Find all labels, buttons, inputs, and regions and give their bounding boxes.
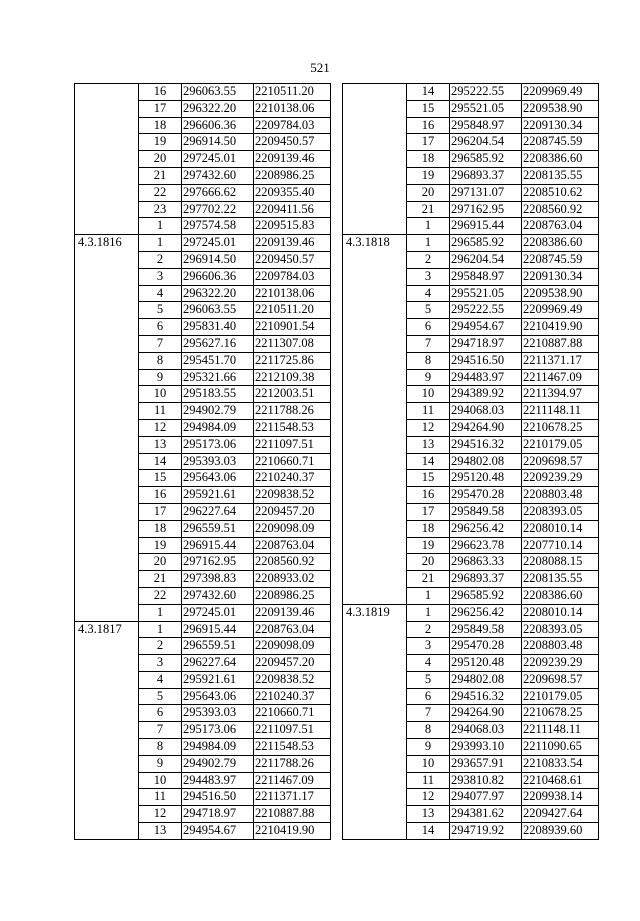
point-number-cell: 12	[407, 789, 450, 806]
point-number-cell: 8	[407, 722, 450, 739]
y-coordinate-cell: 2211467.09	[522, 369, 599, 386]
x-coordinate-cell: 295183.55	[182, 386, 254, 403]
point-number-cell: 7	[139, 335, 182, 352]
point-number-cell: 8	[407, 352, 450, 369]
x-coordinate-cell: 297432.60	[182, 587, 254, 604]
x-coordinate-cell: 295521.05	[450, 100, 522, 117]
y-coordinate-cell: 2208010.14	[522, 604, 599, 621]
y-coordinate-cell: 2209450.57	[254, 134, 331, 151]
x-coordinate-cell: 296623.78	[450, 537, 522, 554]
point-number-cell: 3	[407, 268, 450, 285]
y-coordinate-cell: 2208560.92	[254, 554, 331, 571]
point-number-cell: 16	[407, 487, 450, 504]
x-coordinate-cell: 296559.51	[182, 638, 254, 655]
x-coordinate-cell: 295643.06	[182, 688, 254, 705]
y-coordinate-cell: 2209538.90	[522, 100, 599, 117]
point-number-cell: 20	[139, 554, 182, 571]
y-coordinate-cell: 2208763.04	[254, 621, 331, 638]
x-coordinate-cell: 296063.55	[182, 302, 254, 319]
point-number-cell: 19	[139, 134, 182, 151]
point-number-cell: 11	[139, 403, 182, 420]
x-coordinate-cell: 294483.97	[450, 369, 522, 386]
y-coordinate-cell: 2210419.90	[254, 823, 331, 840]
y-coordinate-cell: 2211788.26	[254, 755, 331, 772]
x-coordinate-cell: 296585.92	[450, 587, 522, 604]
point-number-cell: 12	[139, 806, 182, 823]
x-coordinate-cell: 297162.95	[450, 201, 522, 218]
y-coordinate-cell: 2208986.25	[254, 587, 331, 604]
x-coordinate-cell: 297398.83	[182, 571, 254, 588]
point-number-cell: 16	[407, 117, 450, 134]
x-coordinate-cell: 296915.44	[450, 218, 522, 235]
point-number-cell: 1	[139, 604, 182, 621]
y-coordinate-cell: 2211148.11	[522, 403, 599, 420]
y-coordinate-cell: 2209698.57	[522, 453, 599, 470]
parcel-id-cell	[75, 84, 139, 235]
point-number-cell: 15	[407, 470, 450, 487]
y-coordinate-cell: 2208803.48	[522, 487, 599, 504]
point-number-cell: 13	[407, 436, 450, 453]
y-coordinate-cell: 2208939.60	[522, 823, 599, 840]
point-number-cell: 3	[139, 268, 182, 285]
point-number-cell: 9	[139, 369, 182, 386]
y-coordinate-cell: 2209411.56	[254, 201, 331, 218]
point-number-cell: 11	[407, 403, 450, 420]
y-coordinate-cell: 2212003.51	[254, 386, 331, 403]
point-number-cell: 9	[139, 755, 182, 772]
y-coordinate-cell: 2210468.61	[522, 772, 599, 789]
point-number-cell: 9	[407, 369, 450, 386]
y-coordinate-cell: 2210887.88	[522, 335, 599, 352]
x-coordinate-cell: 295521.05	[450, 285, 522, 302]
point-number-cell: 3	[139, 655, 182, 672]
y-coordinate-cell: 2209239.29	[522, 655, 599, 672]
point-number-cell: 4	[139, 671, 182, 688]
point-number-cell: 14	[407, 453, 450, 470]
x-coordinate-cell: 296227.64	[182, 503, 254, 520]
point-number-cell: 19	[139, 537, 182, 554]
y-coordinate-cell: 2209098.09	[254, 638, 331, 655]
x-coordinate-cell: 297162.95	[182, 554, 254, 571]
y-coordinate-cell: 2210240.37	[254, 470, 331, 487]
x-coordinate-cell: 296606.36	[182, 117, 254, 134]
x-coordinate-cell: 297131.07	[450, 184, 522, 201]
point-number-cell: 1	[139, 621, 182, 638]
y-coordinate-cell: 2208010.14	[522, 520, 599, 537]
point-number-cell: 3	[407, 638, 450, 655]
point-number-cell: 2	[407, 621, 450, 638]
y-coordinate-cell: 2210887.88	[254, 806, 331, 823]
point-number-cell: 1	[407, 604, 450, 621]
x-coordinate-cell: 297245.01	[182, 604, 254, 621]
point-number-cell: 20	[139, 151, 182, 168]
point-number-cell: 20	[407, 554, 450, 571]
y-coordinate-cell: 2211090.65	[522, 739, 599, 756]
table-row	[75, 235, 331, 252]
y-coordinate-cell: 2208135.55	[522, 571, 599, 588]
x-coordinate-cell: 296915.44	[182, 621, 254, 638]
y-coordinate-cell: 2209130.34	[522, 117, 599, 134]
point-number-cell: 4	[407, 655, 450, 672]
x-coordinate-cell: 295393.03	[182, 453, 254, 470]
x-coordinate-cell: 294264.90	[450, 419, 522, 436]
parcel-id-cell	[343, 84, 407, 235]
y-coordinate-cell: 2209130.34	[522, 268, 599, 285]
point-number-cell: 6	[139, 705, 182, 722]
y-coordinate-cell: 2209838.52	[254, 487, 331, 504]
x-coordinate-cell: 294718.97	[450, 335, 522, 352]
y-coordinate-cell: 2209457.20	[254, 655, 331, 672]
x-coordinate-cell: 296914.50	[182, 134, 254, 151]
point-number-cell: 1	[139, 235, 182, 252]
x-coordinate-cell: 295849.58	[450, 503, 522, 520]
y-coordinate-cell: 2209538.90	[522, 285, 599, 302]
y-coordinate-cell: 2208803.48	[522, 638, 599, 655]
x-coordinate-cell: 293810.82	[450, 772, 522, 789]
point-number-cell: 2	[139, 251, 182, 268]
table-row	[343, 604, 599, 621]
x-coordinate-cell: 294718.97	[182, 806, 254, 823]
point-number-cell: 4	[407, 285, 450, 302]
x-coordinate-cell: 296227.64	[182, 655, 254, 672]
point-number-cell: 23	[139, 201, 182, 218]
y-coordinate-cell: 2208135.55	[522, 167, 599, 184]
table-row	[75, 84, 331, 101]
y-coordinate-cell: 2208560.92	[522, 201, 599, 218]
point-number-cell: 11	[139, 789, 182, 806]
y-coordinate-cell: 2211788.26	[254, 403, 331, 420]
y-coordinate-cell: 2209969.49	[522, 302, 599, 319]
parcel-id-cell: 4.3.1819	[343, 604, 407, 839]
x-coordinate-cell: 296204.54	[450, 251, 522, 268]
point-number-cell: 1	[139, 218, 182, 235]
point-number-cell: 4	[139, 285, 182, 302]
point-number-cell: 18	[139, 520, 182, 537]
x-coordinate-cell: 296256.42	[450, 604, 522, 621]
point-number-cell: 17	[139, 100, 182, 117]
parcel-id-cell: 4.3.1817	[75, 621, 139, 839]
x-coordinate-cell: 294516.32	[450, 436, 522, 453]
x-coordinate-cell: 296914.50	[182, 251, 254, 268]
x-coordinate-cell: 295173.06	[182, 722, 254, 739]
x-coordinate-cell: 295627.16	[182, 335, 254, 352]
point-number-cell: 15	[139, 470, 182, 487]
y-coordinate-cell: 2209698.57	[522, 671, 599, 688]
x-coordinate-cell: 293657.91	[450, 755, 522, 772]
x-coordinate-cell: 297432.60	[182, 167, 254, 184]
y-coordinate-cell: 2211371.17	[522, 352, 599, 369]
x-coordinate-cell: 296585.92	[450, 235, 522, 252]
table-row	[343, 235, 599, 252]
x-coordinate-cell: 296256.42	[450, 520, 522, 537]
y-coordinate-cell: 2208386.60	[522, 587, 599, 604]
y-coordinate-cell: 2208745.59	[522, 251, 599, 268]
point-number-cell: 10	[139, 772, 182, 789]
point-number-cell: 7	[407, 335, 450, 352]
x-coordinate-cell: 296322.20	[182, 100, 254, 117]
point-number-cell: 20	[407, 184, 450, 201]
point-number-cell: 14	[139, 453, 182, 470]
point-number-cell: 18	[407, 151, 450, 168]
point-number-cell: 19	[407, 167, 450, 184]
x-coordinate-cell: 295470.28	[450, 487, 522, 504]
x-coordinate-cell: 297245.01	[182, 151, 254, 168]
x-coordinate-cell: 296606.36	[182, 268, 254, 285]
x-coordinate-cell: 297666.62	[182, 184, 254, 201]
x-coordinate-cell: 293993.10	[450, 739, 522, 756]
page-number: 521	[310, 60, 330, 75]
x-coordinate-cell: 295470.28	[450, 638, 522, 655]
x-coordinate-cell: 294954.67	[450, 319, 522, 336]
point-number-cell: 1	[407, 235, 450, 252]
y-coordinate-cell: 2209784.03	[254, 117, 331, 134]
x-coordinate-cell: 296863.33	[450, 554, 522, 571]
y-coordinate-cell: 2210678.25	[522, 419, 599, 436]
x-coordinate-cell: 294516.50	[450, 352, 522, 369]
x-coordinate-cell: 295222.55	[450, 302, 522, 319]
y-coordinate-cell: 2209427.64	[522, 806, 599, 823]
point-number-cell: 8	[139, 739, 182, 756]
point-number-cell: 6	[407, 319, 450, 336]
y-coordinate-cell: 2209139.46	[254, 235, 331, 252]
y-coordinate-cell: 2208745.59	[522, 134, 599, 151]
y-coordinate-cell: 2210240.37	[254, 688, 331, 705]
x-coordinate-cell: 295848.97	[450, 268, 522, 285]
x-coordinate-cell: 296893.37	[450, 167, 522, 184]
y-coordinate-cell: 2209515.83	[254, 218, 331, 235]
x-coordinate-cell: 295173.06	[182, 436, 254, 453]
y-coordinate-cell: 2210511.20	[254, 302, 331, 319]
y-coordinate-cell: 2208933.02	[254, 571, 331, 588]
y-coordinate-cell: 2208763.04	[522, 218, 599, 235]
point-number-cell: 17	[407, 134, 450, 151]
point-number-cell: 1	[407, 587, 450, 604]
y-coordinate-cell: 2210138.06	[254, 100, 331, 117]
x-coordinate-cell: 297245.01	[182, 235, 254, 252]
point-number-cell: 10	[407, 755, 450, 772]
x-coordinate-cell: 294264.90	[450, 705, 522, 722]
y-coordinate-cell: 2209139.46	[254, 151, 331, 168]
y-coordinate-cell: 2210901.54	[254, 319, 331, 336]
point-number-cell: 1	[407, 218, 450, 235]
point-number-cell: 17	[407, 503, 450, 520]
x-coordinate-cell: 295321.66	[182, 369, 254, 386]
y-coordinate-cell: 2210660.71	[254, 705, 331, 722]
x-coordinate-cell: 295222.55	[450, 84, 522, 101]
y-coordinate-cell: 2210660.71	[254, 453, 331, 470]
y-coordinate-cell: 2210511.20	[254, 84, 331, 101]
point-number-cell: 12	[139, 419, 182, 436]
point-number-cell: 5	[407, 671, 450, 688]
y-coordinate-cell: 2211548.53	[254, 419, 331, 436]
y-coordinate-cell: 2211097.51	[254, 722, 331, 739]
y-coordinate-cell: 2208393.05	[522, 621, 599, 638]
x-coordinate-cell: 294077.97	[450, 789, 522, 806]
y-coordinate-cell: 2210179.05	[522, 688, 599, 705]
point-number-cell: 10	[407, 386, 450, 403]
point-number-cell: 14	[407, 823, 450, 840]
point-number-cell: 17	[139, 503, 182, 520]
y-coordinate-cell: 2208386.60	[522, 235, 599, 252]
x-coordinate-cell: 294719.92	[450, 823, 522, 840]
x-coordinate-cell: 294068.03	[450, 403, 522, 420]
x-coordinate-cell: 294389.92	[450, 386, 522, 403]
point-number-cell: 21	[139, 571, 182, 588]
y-coordinate-cell: 2208510.62	[522, 184, 599, 201]
y-coordinate-cell: 2211371.17	[254, 789, 331, 806]
point-number-cell: 21	[407, 571, 450, 588]
point-number-cell: 13	[139, 823, 182, 840]
y-coordinate-cell: 2210678.25	[522, 705, 599, 722]
y-coordinate-cell: 2211725.86	[254, 352, 331, 369]
y-coordinate-cell: 2212109.38	[254, 369, 331, 386]
point-number-cell: 15	[407, 100, 450, 117]
y-coordinate-cell: 2209239.29	[522, 470, 599, 487]
y-coordinate-cell: 2207710.14	[522, 537, 599, 554]
point-number-cell: 22	[139, 587, 182, 604]
table-row	[75, 621, 331, 638]
point-number-cell: 9	[407, 739, 450, 756]
y-coordinate-cell: 2209139.46	[254, 604, 331, 621]
x-coordinate-cell: 296063.55	[182, 84, 254, 101]
x-coordinate-cell: 294381.62	[450, 806, 522, 823]
y-coordinate-cell: 2208088.15	[522, 554, 599, 571]
y-coordinate-cell: 2208986.25	[254, 167, 331, 184]
point-number-cell: 16	[139, 487, 182, 504]
point-number-cell: 18	[407, 520, 450, 537]
x-coordinate-cell: 295921.61	[182, 487, 254, 504]
y-coordinate-cell: 2209450.57	[254, 251, 331, 268]
y-coordinate-cell: 2209938.14	[522, 789, 599, 806]
x-coordinate-cell: 295393.03	[182, 705, 254, 722]
point-number-cell: 7	[139, 722, 182, 739]
parcel-id-cell: 4.3.1816	[75, 235, 139, 621]
x-coordinate-cell: 294068.03	[450, 722, 522, 739]
y-coordinate-cell: 2209355.40	[254, 184, 331, 201]
y-coordinate-cell: 2209784.03	[254, 268, 331, 285]
x-coordinate-cell: 294802.08	[450, 671, 522, 688]
point-number-cell: 8	[139, 352, 182, 369]
y-coordinate-cell: 2208386.60	[522, 151, 599, 168]
x-coordinate-cell: 294802.08	[450, 453, 522, 470]
point-number-cell: 13	[139, 436, 182, 453]
x-coordinate-cell: 295849.58	[450, 621, 522, 638]
y-coordinate-cell: 2210419.90	[522, 319, 599, 336]
point-number-cell: 18	[139, 117, 182, 134]
y-coordinate-cell: 2208763.04	[254, 537, 331, 554]
left-coordinate-table	[74, 83, 331, 840]
point-number-cell: 5	[407, 302, 450, 319]
x-coordinate-cell: 295921.61	[182, 671, 254, 688]
point-number-cell: 14	[407, 84, 450, 101]
point-number-cell: 12	[407, 419, 450, 436]
x-coordinate-cell: 294516.32	[450, 688, 522, 705]
x-coordinate-cell: 296893.37	[450, 571, 522, 588]
y-coordinate-cell: 2210138.06	[254, 285, 331, 302]
y-coordinate-cell: 2209838.52	[254, 671, 331, 688]
x-coordinate-cell: 296322.20	[182, 285, 254, 302]
y-coordinate-cell: 2210179.05	[522, 436, 599, 453]
point-number-cell: 5	[139, 302, 182, 319]
x-coordinate-cell: 294902.79	[182, 755, 254, 772]
x-coordinate-cell: 296585.92	[450, 151, 522, 168]
y-coordinate-cell: 2211394.97	[522, 386, 599, 403]
y-coordinate-cell: 2211097.51	[254, 436, 331, 453]
y-coordinate-cell: 2211548.53	[254, 739, 331, 756]
y-coordinate-cell: 2211307.08	[254, 335, 331, 352]
x-coordinate-cell: 297574.58	[182, 218, 254, 235]
point-number-cell: 22	[139, 184, 182, 201]
point-number-cell: 7	[407, 705, 450, 722]
point-number-cell: 2	[139, 638, 182, 655]
y-coordinate-cell: 2209969.49	[522, 84, 599, 101]
y-coordinate-cell: 2211148.11	[522, 722, 599, 739]
x-coordinate-cell: 294984.09	[182, 739, 254, 756]
x-coordinate-cell: 296915.44	[182, 537, 254, 554]
point-number-cell: 6	[407, 688, 450, 705]
x-coordinate-cell: 295120.48	[450, 655, 522, 672]
x-coordinate-cell: 295848.97	[450, 117, 522, 134]
x-coordinate-cell: 295120.48	[450, 470, 522, 487]
y-coordinate-cell: 2209098.09	[254, 520, 331, 537]
x-coordinate-cell: 296204.54	[450, 134, 522, 151]
x-coordinate-cell: 296559.51	[182, 520, 254, 537]
x-coordinate-cell: 295643.06	[182, 470, 254, 487]
point-number-cell: 6	[139, 319, 182, 336]
y-coordinate-cell: 2208393.05	[522, 503, 599, 520]
x-coordinate-cell: 294516.50	[182, 789, 254, 806]
point-number-cell: 10	[139, 386, 182, 403]
x-coordinate-cell: 294984.09	[182, 419, 254, 436]
x-coordinate-cell: 294902.79	[182, 403, 254, 420]
point-number-cell: 21	[139, 167, 182, 184]
point-number-cell: 5	[139, 688, 182, 705]
x-coordinate-cell: 294954.67	[182, 823, 254, 840]
parcel-id-cell: 4.3.1818	[343, 235, 407, 605]
point-number-cell: 13	[407, 806, 450, 823]
y-coordinate-cell: 2210833.54	[522, 755, 599, 772]
point-number-cell: 16	[139, 84, 182, 101]
x-coordinate-cell: 295451.70	[182, 352, 254, 369]
x-coordinate-cell: 297702.22	[182, 201, 254, 218]
point-number-cell: 11	[407, 772, 450, 789]
x-coordinate-cell: 295831.40	[182, 319, 254, 336]
point-number-cell: 19	[407, 537, 450, 554]
table-row	[343, 84, 599, 101]
x-coordinate-cell: 294483.97	[182, 772, 254, 789]
y-coordinate-cell: 2209457.20	[254, 503, 331, 520]
point-number-cell: 21	[407, 201, 450, 218]
y-coordinate-cell: 2211467.09	[254, 772, 331, 789]
right-coordinate-table	[342, 83, 599, 840]
point-number-cell: 2	[407, 251, 450, 268]
